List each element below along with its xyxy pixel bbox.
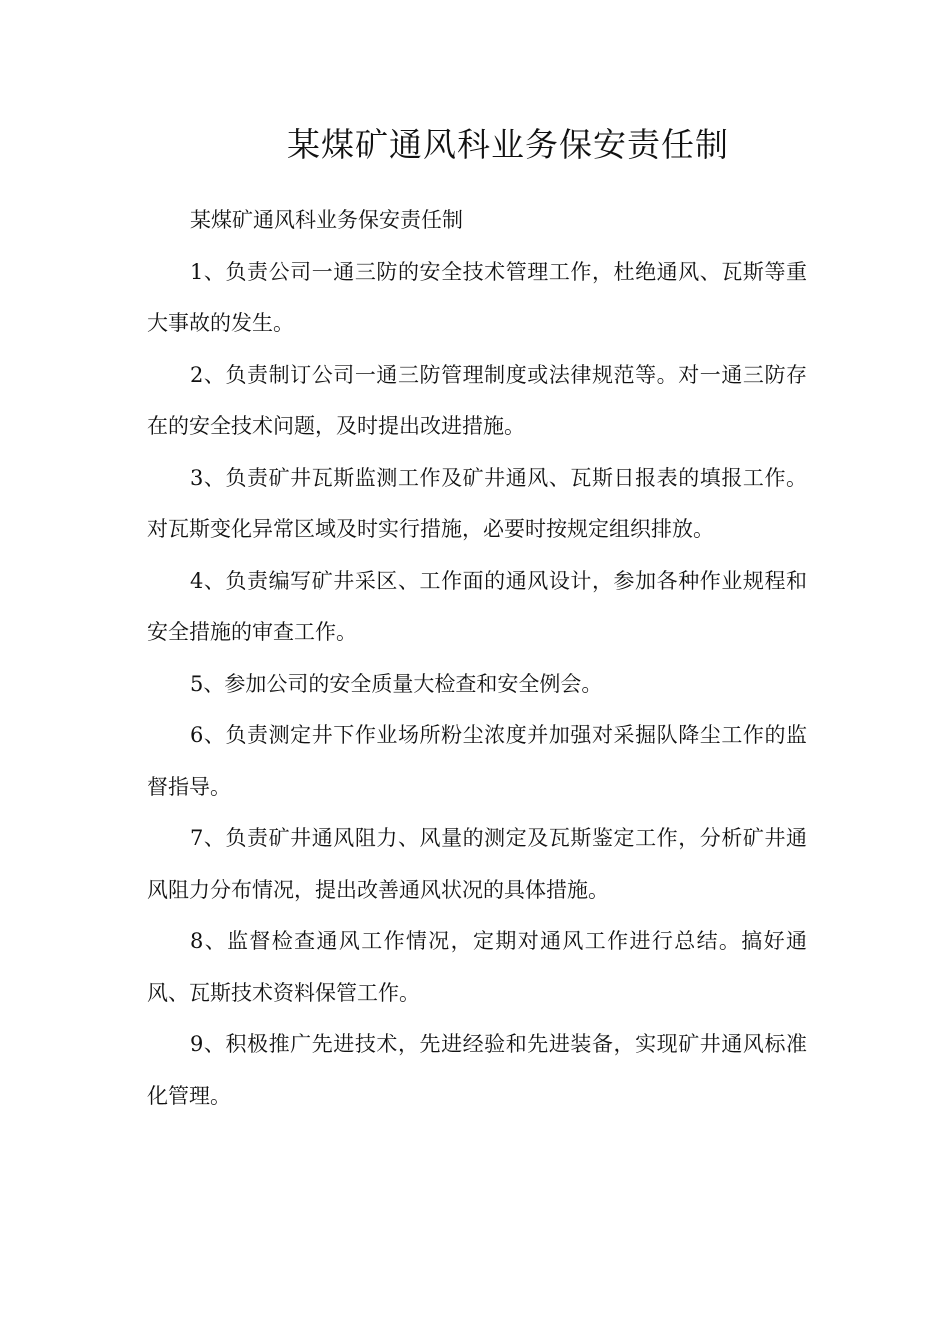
paragraph-item-2: 2、负责制订公司一通三防管理制度或法律规范等。对一通三防存在的安全技术问题，及时提出改进措施。	[147, 362, 807, 438]
paragraph-item-5: 5、参加公司的安全质量大检查和安全例会。	[190, 671, 603, 696]
paragraph-item-7: 7、负责矿井通风阻力、风量的测定及瓦斯鉴定工作，分析矿井通风阻力分布情况，提出改善通风状况的具体措施。	[147, 826, 807, 902]
paragraph-subtitle: 某煤矿通风科业务保安责任制	[190, 208, 463, 232]
paragraph-item-8: 8、监督检查通风工作情况，定期对通风工作进行总结。搞好通风、瓦斯技术资料保管工作。	[147, 929, 807, 1005]
paragraph-item-6: 6、负责测定井下作业场所粉尘浓度并加强对采掘队降尘工作的监督指导。	[147, 723, 807, 799]
paragraph-item-1: 1、负责公司一通三防的安全技术管理工作，杜绝通风、瓦斯等重大事故的发生。	[147, 259, 807, 335]
document-title: 某煤矿通风科业务保安责任制	[287, 125, 729, 164]
document-body	[147, 195, 807, 1122]
paragraph-item-4: 4、负责编写矿井采区、工作面的通风设计，参加各种作业规程和安全措施的审查工作。	[147, 568, 807, 644]
paragraph-item-3: 3、负责矿井瓦斯监测工作及矿井通风、瓦斯日报表的填报工作。对瓦斯变化异常区域及时实行措施，必要时按规定组织排放。	[147, 465, 807, 541]
paragraph-item-9: 9、积极推广先进技术，先进经验和先进装备，实现矿井通风标准化管理。	[147, 1032, 807, 1108]
